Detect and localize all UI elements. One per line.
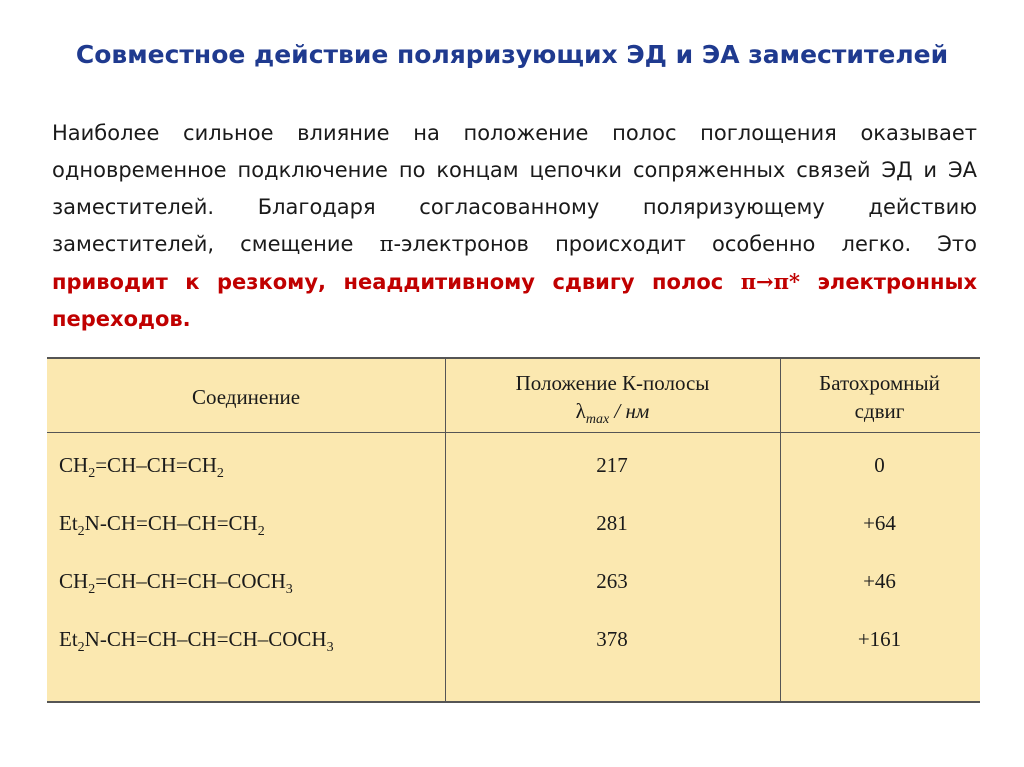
lambda-max-value: 281: [596, 511, 628, 535]
header-lambda-max: [445, 397, 780, 425]
pi-transition: π→π*: [740, 269, 801, 294]
formula-text: =CH–CH=CH–COCH: [95, 569, 286, 593]
formula-subscript: 2: [77, 524, 85, 539]
formula-text: CH: [59, 453, 89, 477]
formula-subscript: 2: [257, 524, 265, 539]
formula-subscript: 3: [285, 582, 293, 597]
formula-subscript: 2: [88, 582, 96, 597]
header-k-band: [445, 369, 780, 425]
compound-formula: [59, 451, 224, 479]
formula-text: Et: [59, 627, 78, 651]
formula-text: =CH–CH=CH: [95, 453, 217, 477]
formula-text: Et: [59, 511, 78, 535]
highlight-text-2: электронных переходов.: [52, 270, 977, 331]
compound-formula: [59, 509, 265, 537]
lambda-symbol: λ: [575, 399, 586, 423]
formula-subscript: 2: [88, 466, 96, 481]
compound-formula: [59, 567, 293, 595]
header-shift-line1: Батохромный: [819, 371, 940, 395]
paragraph-text-2: -электронов происходит особенно легко. Это: [393, 232, 977, 256]
header-compound: Соединение: [191, 385, 301, 409]
header-k-band-label: Положение К-полосы: [515, 371, 710, 395]
bathochromic-shift-value: +46: [863, 569, 896, 593]
lambda-max-value: 378: [596, 627, 628, 651]
header-shift: [780, 369, 979, 425]
formula-text: N-CH=CH–CH=CH–COCH: [84, 627, 327, 651]
compound-formula: [59, 625, 334, 653]
paragraph-text-1: Наиболее сильное влияние на положение полос поглощения оказывает одновременное подключение по концам цепочки сопряженных связей ЭД и ЭА заместителей. Благодаря согласованному поляризующему действию заместителей, смещение: [52, 121, 977, 256]
formula-subscript: 3: [326, 640, 334, 655]
data-table: [47, 357, 980, 703]
header-shift-line2: сдвиг: [854, 399, 905, 423]
bathochromic-shift-value: +161: [857, 627, 902, 651]
lambda-max-value: 263: [596, 569, 628, 593]
header-divider: [47, 432, 980, 433]
pi-symbol: π: [379, 232, 394, 256]
formula-subscript: 2: [216, 466, 224, 481]
lambda-unit: / нм: [609, 399, 650, 423]
slide-title: Совместное действие поляризующих ЭД и ЭА заместителей: [75, 40, 949, 69]
bathochromic-shift-value: +64: [863, 511, 896, 535]
lambda-subscript: max: [585, 412, 610, 427]
formula-text: CH: [59, 569, 89, 593]
table-row: [47, 611, 980, 667]
lambda-max-value: 217: [596, 453, 628, 477]
table-row: [47, 437, 980, 493]
formula-text: N-CH=CH–CH=CH: [84, 511, 258, 535]
bathochromic-shift-value: 0: [874, 453, 885, 477]
body-paragraph: [52, 115, 977, 338]
formula-subscript: 2: [77, 640, 85, 655]
table-row: [47, 495, 980, 551]
table-row: [47, 553, 980, 609]
highlight-text-1: приводит к резкому, неаддитивному сдвигу полос: [52, 270, 741, 294]
